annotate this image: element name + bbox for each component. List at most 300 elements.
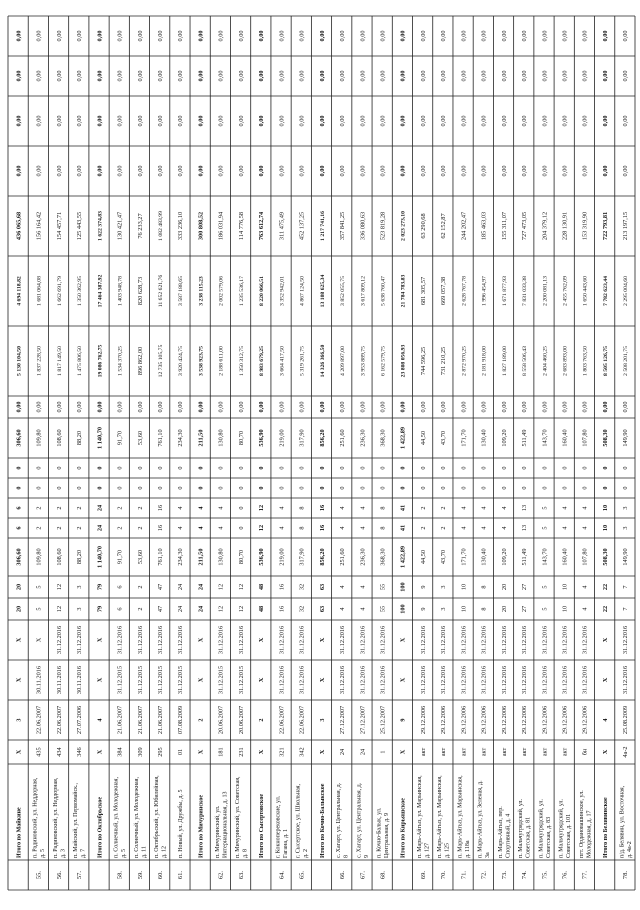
row-cell: 0 bbox=[541, 466, 549, 470]
row-cell: 0,00 bbox=[96, 115, 104, 127]
row-cell: 4 bbox=[480, 506, 488, 510]
row-cell: 32 bbox=[298, 605, 306, 613]
row-cell: акт bbox=[521, 747, 529, 757]
row-cell: 3 bbox=[622, 506, 630, 510]
row-cell: Х bbox=[96, 677, 104, 683]
row-cell: 8 bbox=[379, 526, 387, 530]
row-cell: 0,00 bbox=[480, 70, 488, 82]
row-cell: 31.12.2016 bbox=[561, 625, 569, 655]
row-number: 76. bbox=[561, 870, 569, 880]
row-cell: 0,00 bbox=[561, 115, 569, 127]
row-cell: 0,00 bbox=[339, 165, 347, 177]
row-cell: 0 bbox=[76, 486, 84, 490]
row-cell: 0,00 bbox=[541, 165, 549, 177]
row-address: д. 5 bbox=[40, 848, 47, 858]
row-cell: 0,00 bbox=[177, 70, 185, 82]
row-cell: 0 bbox=[460, 486, 468, 490]
row-cell: 109,20 bbox=[500, 548, 508, 566]
row-cell: 12 bbox=[258, 524, 266, 532]
row-cell: акт bbox=[480, 747, 488, 757]
row-cell: 4 bbox=[359, 607, 367, 611]
row-cell: 0 bbox=[622, 486, 630, 490]
row-cell: 0,00 bbox=[379, 401, 387, 413]
row-cell: 2 508 201,75 bbox=[623, 346, 630, 376]
row-cell: 31.12.2016 bbox=[581, 625, 589, 655]
row-address: Интернациональная, д. 13 bbox=[222, 791, 229, 858]
row-cell: 0 bbox=[217, 486, 225, 490]
row-cell: 4 bbox=[601, 718, 609, 722]
row-cell: 125 443,55 bbox=[76, 211, 84, 241]
row-cell: 8 220 066,51 bbox=[259, 276, 266, 306]
row-cell: 108,60 bbox=[55, 548, 63, 566]
row-number: 61. bbox=[177, 870, 185, 880]
row-cell: 130,80 bbox=[217, 548, 225, 566]
row-cell: 0,00 bbox=[318, 115, 326, 127]
row-cell: 31.12.2016 bbox=[136, 625, 144, 655]
row-cell: 4 bbox=[339, 585, 347, 589]
row-cell: 0 bbox=[298, 466, 306, 470]
row-cell: 0,00 bbox=[76, 401, 84, 413]
row-cell: 0 bbox=[359, 466, 367, 470]
row-cell: 12 bbox=[217, 583, 225, 591]
row-cell: 6 162 579,75 bbox=[380, 346, 387, 376]
row-cell: 0,00 bbox=[217, 30, 225, 42]
row-cell: 22.06.2007 bbox=[298, 705, 306, 735]
row-address: Гагана, д. 1 bbox=[282, 828, 289, 858]
row-cell: 0,00 bbox=[237, 30, 245, 42]
row-cell: 27.12.2007 bbox=[339, 705, 347, 735]
row-cell: 2 628 767,78 bbox=[461, 276, 468, 306]
row-cell: 79 bbox=[96, 583, 104, 591]
row-address: с. Хагарт, ул. Центральная, д. bbox=[356, 782, 363, 858]
row-cell: 31.12.2016 bbox=[622, 665, 630, 695]
row-cell: 0,00 bbox=[55, 115, 63, 127]
row-cell: 31.12.2016 bbox=[622, 625, 630, 655]
row-cell: 29.12.2006 bbox=[460, 705, 468, 735]
row-cell: 16 bbox=[318, 524, 326, 532]
row-cell: 0,00 bbox=[460, 70, 468, 82]
row-address: д. 2 bbox=[303, 848, 310, 858]
row-address: п. Новый, ул. Дружбы, д. 5 bbox=[178, 789, 185, 858]
row-cell: 1 140,70 bbox=[96, 545, 104, 569]
row-cell: 0,00 bbox=[601, 165, 609, 177]
row-cell: Х bbox=[35, 637, 43, 643]
row-cell: Х bbox=[601, 677, 609, 683]
row-cell: 0,00 bbox=[359, 165, 367, 177]
row-cell: 53,60 bbox=[136, 430, 144, 446]
row-cell: 0 bbox=[339, 486, 347, 490]
row-cell: 0,00 bbox=[76, 165, 84, 177]
row-cell: 6 bbox=[15, 506, 23, 510]
row-cell: 20.06.2007 bbox=[237, 705, 245, 735]
row-cell: 0,00 bbox=[359, 30, 367, 42]
row-cell: 25.08.2009 bbox=[622, 705, 630, 735]
row-cell: 3 bbox=[440, 607, 448, 611]
row-number: 74. bbox=[521, 870, 529, 880]
row-cell: 0 bbox=[480, 486, 488, 490]
row-address: Советская, д. 83 bbox=[545, 816, 552, 858]
row-cell: 0,00 bbox=[480, 30, 488, 42]
row-cell: 434 bbox=[55, 747, 63, 757]
row-cell: 0 bbox=[399, 486, 407, 490]
row-cell: 2 bbox=[419, 526, 427, 530]
row-cell: 2 bbox=[55, 526, 63, 530]
row-cell: 0 bbox=[379, 486, 387, 490]
row-address: п. Октябрьский, ул. Юбилейная, bbox=[154, 775, 161, 858]
row-cell: 27.07.2006 bbox=[76, 705, 84, 735]
row-cell: 236,30 bbox=[359, 548, 367, 566]
row-cell: Х bbox=[258, 677, 266, 683]
row-cell: 0,00 bbox=[419, 165, 427, 177]
row-cell: 1 422,89 bbox=[399, 545, 407, 569]
row-cell: 4 bbox=[581, 506, 589, 510]
row-cell: 763 612,74 bbox=[258, 211, 266, 241]
row-cell: 31.12.2016 bbox=[561, 665, 569, 695]
row-cell: 4 bbox=[339, 607, 347, 611]
row-cell: 6 bbox=[15, 526, 23, 530]
row-number: 69. bbox=[419, 870, 427, 880]
row-cell: 0,00 bbox=[500, 70, 508, 82]
row-cell: 29.12.2006 bbox=[440, 705, 448, 735]
row-cell: 2 188 611,00 bbox=[218, 346, 225, 376]
row-cell: акт bbox=[500, 747, 508, 757]
row-cell: 24 bbox=[96, 524, 104, 532]
row-cell: 311 475,49 bbox=[278, 211, 286, 241]
row-cell: 143,70 bbox=[541, 548, 549, 566]
row-cell: 0,00 bbox=[76, 30, 84, 42]
row-cell: 7 bbox=[622, 585, 630, 589]
row-cell: 0,00 bbox=[622, 401, 630, 413]
row-cell: 20 bbox=[500, 583, 508, 591]
row-cell: 16 bbox=[318, 504, 326, 512]
row-cell: 0 bbox=[622, 466, 630, 470]
row-address: д. 5 bbox=[121, 848, 128, 858]
row-cell: 11 652 621,76 bbox=[157, 274, 164, 308]
row-cell: 0,00 bbox=[500, 30, 508, 42]
row-cell: 4 bbox=[581, 526, 589, 530]
row-cell: 508,30 bbox=[601, 429, 609, 447]
row-cell: 2 002 579,06 bbox=[218, 276, 225, 306]
row-cell: 12 bbox=[237, 605, 245, 613]
row-cell: 8 bbox=[379, 506, 387, 510]
row-cell: 0 bbox=[561, 466, 569, 470]
row-cell: 0,00 bbox=[318, 70, 326, 82]
row-cell: 21.06.2007 bbox=[136, 705, 144, 735]
row-cell: 171,70 bbox=[460, 548, 468, 566]
row-address: п. Марь-Айгыз, ул. Марьинская, bbox=[417, 775, 424, 858]
row-cell: 4 bbox=[278, 506, 286, 510]
row-cell: 0,00 bbox=[480, 401, 488, 413]
row-cell: 48 bbox=[258, 583, 266, 591]
row-cell: 0,00 bbox=[399, 165, 407, 177]
row-cell: 4 209 897,00 bbox=[340, 346, 347, 376]
row-cell: 31.12.2015 bbox=[177, 665, 185, 695]
row-cell: 10 bbox=[601, 504, 609, 512]
row-cell: 0,00 bbox=[217, 165, 225, 177]
row-cell: 0,00 bbox=[500, 401, 508, 413]
row-cell: 0,00 bbox=[399, 30, 407, 42]
row-cell: 31.12.2016 bbox=[480, 665, 488, 695]
row-cell: 0,00 bbox=[156, 30, 164, 42]
row-cell: 0,00 bbox=[601, 115, 609, 127]
row-cell: 2 bbox=[35, 526, 43, 530]
row-cell: 4 bbox=[359, 506, 367, 510]
row-address: 3а bbox=[485, 852, 492, 858]
row-cell: 204 379,12 bbox=[541, 211, 549, 241]
row-cell: 0 bbox=[581, 466, 589, 470]
row-cell: 30.11.2016 bbox=[55, 665, 63, 695]
row-cell: 44,50 bbox=[419, 549, 427, 565]
row-cell: 0 bbox=[258, 486, 266, 490]
row-cell: 31.12.2016 bbox=[237, 625, 245, 655]
row-cell: 5 bbox=[541, 585, 549, 589]
row-cell: 5 bbox=[35, 607, 43, 611]
row-cell: акт bbox=[419, 747, 427, 757]
row-cell: 1 350 362,95 bbox=[77, 276, 84, 306]
row-cell: 3 617 809,12 bbox=[360, 276, 367, 306]
row-cell: 9 bbox=[419, 585, 427, 589]
row-cell: 0,00 bbox=[96, 401, 104, 413]
row-cell: 4 bbox=[500, 526, 508, 530]
row-number: 72. bbox=[480, 870, 488, 880]
row-cell: 27 bbox=[521, 605, 529, 613]
row-cell: 24 bbox=[177, 583, 185, 591]
row-number: 58. bbox=[116, 870, 124, 880]
row-cell: 0,00 bbox=[622, 70, 630, 82]
row-address: г. Сысертское, ул. Школьная, bbox=[295, 783, 302, 858]
row-cell: 0 bbox=[177, 486, 185, 490]
row-cell: 0,00 bbox=[76, 115, 84, 127]
row-cell: 2 bbox=[136, 607, 144, 611]
row-cell: 0,00 bbox=[379, 165, 387, 177]
row-cell: 0 bbox=[541, 486, 549, 490]
row-cell: 4 bbox=[460, 526, 468, 530]
row-cell: 300 808,52 bbox=[197, 211, 205, 241]
row-cell: 0 bbox=[500, 466, 508, 470]
row-cell: 6 bbox=[116, 585, 124, 589]
row-address: 8 bbox=[343, 855, 350, 858]
row-cell: 2 bbox=[55, 506, 63, 510]
row-cell: 333 236,10 bbox=[177, 211, 185, 241]
row-cell: 231 bbox=[237, 747, 245, 757]
row-cell: 0,00 bbox=[541, 115, 549, 127]
row-cell: 0,00 bbox=[541, 30, 549, 42]
row-cell: 0,00 bbox=[399, 70, 407, 82]
row-cell: 0,00 bbox=[15, 70, 23, 82]
row-cell: 4 694 118,82 bbox=[16, 276, 23, 306]
row-cell: 0,00 bbox=[460, 165, 468, 177]
row-cell: 0,00 bbox=[359, 401, 367, 413]
row-cell: 31.12.2016 bbox=[541, 665, 549, 695]
row-cell: 0,00 bbox=[15, 115, 23, 127]
row-cell: 27.12.2007 bbox=[359, 705, 367, 735]
row-cell: 295 bbox=[156, 747, 164, 757]
row-cell: 0,00 bbox=[278, 165, 286, 177]
row-cell: 2 bbox=[116, 526, 124, 530]
row-cell: 12 bbox=[217, 605, 225, 613]
row-cell: 31.12.2015 bbox=[237, 665, 245, 695]
row-cell: 186 031,94 bbox=[217, 211, 225, 241]
row-cell: бн bbox=[581, 748, 589, 756]
row-cell: 3 352 942,01 bbox=[279, 276, 286, 306]
row-number: 65. bbox=[298, 870, 306, 880]
row-address: п. Марь-Айгыз, ул. Марьинская, bbox=[457, 775, 464, 858]
row-cell: 31.12.2016 bbox=[298, 665, 306, 695]
row-cell: 63 bbox=[318, 583, 326, 591]
row-cell: 2 bbox=[440, 526, 448, 530]
row-cell: 0,00 bbox=[35, 30, 43, 42]
row-cell: 1 475 806,50 bbox=[77, 346, 84, 376]
row-cell: 2 bbox=[258, 718, 266, 722]
row-address: д. 12 bbox=[161, 845, 168, 858]
row-cell: 12 bbox=[55, 605, 63, 613]
row-cell: 0 bbox=[318, 486, 326, 490]
row-cell: 856,20 bbox=[318, 429, 326, 447]
row-cell: 536,90 bbox=[258, 548, 266, 566]
row-cell: 346 bbox=[76, 747, 84, 757]
row-cell: 0,00 bbox=[217, 401, 225, 413]
row-cell: 0 bbox=[237, 486, 245, 490]
row-cell: 5 bbox=[541, 506, 549, 510]
row-cell: 1 837 228,50 bbox=[36, 346, 43, 376]
row-cell: 0,00 bbox=[136, 30, 144, 42]
row-cell: 0,00 bbox=[339, 70, 347, 82]
row-cell: 160,40 bbox=[561, 429, 569, 447]
row-cell: 3 bbox=[318, 718, 326, 722]
row-cell: 236,30 bbox=[359, 429, 367, 447]
row-cell: 16 bbox=[278, 583, 286, 591]
row-cell: 0 bbox=[399, 466, 407, 470]
row-cell: акт bbox=[440, 747, 448, 757]
row-cell: 0,00 bbox=[359, 70, 367, 82]
row-cell: 0,00 bbox=[298, 70, 306, 82]
row-cell: 2 bbox=[136, 526, 144, 530]
row-cell: 0,00 bbox=[15, 30, 23, 42]
row-cell: Х bbox=[601, 637, 609, 643]
row-cell: 251,60 bbox=[339, 548, 347, 566]
row-cell: 8 bbox=[480, 585, 488, 589]
row-cell: 31.12.2016 bbox=[156, 625, 164, 655]
row-cell: 761,10 bbox=[156, 548, 164, 566]
row-cell: 2 200 081,13 bbox=[542, 276, 549, 306]
row-cell: 0,00 bbox=[136, 115, 144, 127]
row-address: п. Марь-Айгыз, ул. Марьинская, bbox=[437, 775, 444, 858]
row-cell: Х bbox=[15, 637, 23, 643]
row-cell: 32 bbox=[298, 583, 306, 591]
row-cell: 13 108 625,34 bbox=[319, 274, 326, 308]
row-cell: 0,00 bbox=[419, 401, 427, 413]
row-address: Советская, д. 101 bbox=[566, 813, 573, 858]
row-cell: 1 681 064,08 bbox=[36, 276, 43, 306]
row-address: п. Мичуринский, ул. Советская, bbox=[234, 776, 241, 858]
row-cell: 143,70 bbox=[541, 429, 549, 447]
row-number: 55. bbox=[35, 870, 43, 880]
row-cell: 12 bbox=[258, 504, 266, 512]
row-cell: 0,00 bbox=[116, 401, 124, 413]
row-cell: 0,00 bbox=[197, 70, 205, 82]
row-address: п. Солнечный, ул. Молодежная, bbox=[113, 777, 120, 858]
row-number: 68. bbox=[379, 870, 387, 880]
row-cell: 0 bbox=[177, 466, 185, 470]
row-cell: 0,00 bbox=[480, 165, 488, 177]
row-cell: 0 bbox=[35, 486, 43, 490]
row-cell: 5 bbox=[541, 607, 549, 611]
row-cell: 30.11.2016 bbox=[76, 665, 84, 695]
row-cell: 436 065,68 bbox=[15, 211, 23, 241]
row-cell: 31.12.2016 bbox=[480, 625, 488, 655]
row-cell: 44,50 bbox=[419, 430, 427, 446]
row-cell: 0,00 bbox=[136, 70, 144, 82]
row-number: 59. bbox=[136, 870, 144, 880]
row-cell: 80,70 bbox=[237, 549, 245, 565]
row-cell: 1 622 374,83 bbox=[97, 211, 104, 241]
row-cell: 0 bbox=[258, 466, 266, 470]
row-cell: 4 bbox=[359, 526, 367, 530]
row-cell: 07.08.2009 bbox=[177, 705, 185, 735]
row-cell: Х bbox=[96, 637, 104, 643]
row-cell: 0,00 bbox=[480, 115, 488, 127]
row-cell: 31.12.2015 bbox=[116, 665, 124, 695]
row-cell: 2 181 918,00 bbox=[481, 346, 488, 376]
row-cell: 1 082 483,99 bbox=[157, 211, 164, 241]
row-cell: 0 bbox=[156, 466, 164, 470]
row-number: 75. bbox=[541, 870, 549, 880]
row-cell: 0,00 bbox=[278, 401, 286, 413]
row-cell: 727 473,05 bbox=[521, 211, 529, 241]
row-cell: 6 bbox=[116, 607, 124, 611]
row-cell: 1 817 149,50 bbox=[56, 346, 63, 376]
row-cell: Х bbox=[197, 749, 205, 755]
row-cell: 29.12.2006 bbox=[480, 705, 488, 735]
row-cell: 31.12.2016 bbox=[116, 625, 124, 655]
row-cell: 0,00 bbox=[622, 30, 630, 42]
row-cell: 0 bbox=[480, 466, 488, 470]
row-cell: 856,20 bbox=[318, 548, 326, 566]
row-address: п. Радиновский, ул. Неддорная, bbox=[32, 777, 39, 858]
row-cell: 2 455 762,09 bbox=[562, 276, 569, 306]
row-cell: 31.12.2015 bbox=[156, 665, 164, 695]
row-cell: 30.11.2016 bbox=[35, 665, 43, 695]
row-cell: 160,40 bbox=[561, 548, 569, 566]
row-address: п/д. Белявин, ул. Восточная, bbox=[619, 785, 626, 858]
row-cell: 4 bbox=[460, 506, 468, 510]
row-cell: 2 bbox=[440, 506, 448, 510]
row-cell: 31.12.2016 bbox=[521, 625, 529, 655]
row-cell: 3 bbox=[440, 585, 448, 589]
row-cell: 5 130 104,50 bbox=[16, 346, 23, 376]
row-cell: 43,70 bbox=[440, 549, 448, 565]
row-address: п. Кочно-Балык, ул. bbox=[376, 807, 383, 858]
row-cell: 0,00 bbox=[581, 165, 589, 177]
row-cell: 53,60 bbox=[136, 549, 144, 565]
row-cell: 1 140,70 bbox=[96, 426, 104, 450]
row-cell: 21.06.2007 bbox=[116, 705, 124, 735]
row-cell: 13 bbox=[521, 524, 529, 532]
row-cell: 9 bbox=[419, 607, 427, 611]
row-cell: 107,80 bbox=[581, 429, 589, 447]
row-cell: 0 bbox=[15, 486, 23, 490]
row-cell: 109,20 bbox=[500, 429, 508, 447]
row-cell: 0,00 bbox=[35, 70, 43, 82]
row-cell: 4 bbox=[359, 585, 367, 589]
row-cell: 31.12.2016 bbox=[500, 625, 508, 655]
row-cell: 185 463,03 bbox=[480, 211, 488, 241]
row-cell: 1 827 189,00 bbox=[501, 346, 508, 376]
row-cell: 3 bbox=[76, 607, 84, 611]
row-cell: 10 bbox=[460, 583, 468, 591]
row-number: 70. bbox=[440, 870, 448, 880]
row-cell: 3 bbox=[622, 526, 630, 530]
